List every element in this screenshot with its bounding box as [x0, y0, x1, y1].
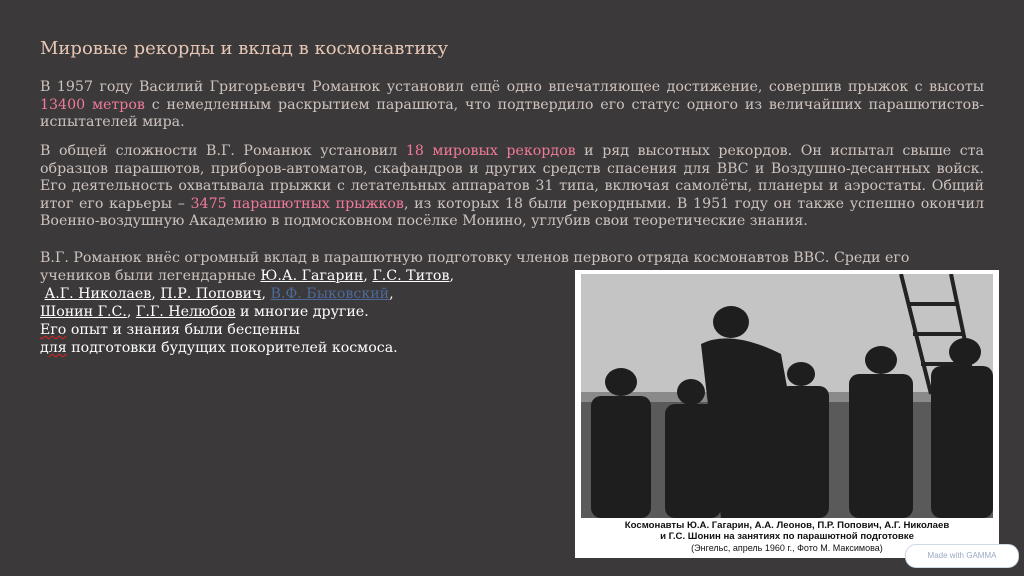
students-list: [40, 267, 454, 357]
photo-illustration: [581, 274, 993, 518]
paragraph-cosmonauts: В.Г. Романюк внёс огромный вклад в парашютную подготовку членов первого отряда космонавтов ВВС. Среди его: [40, 250, 910, 266]
cosmonauts-photo[interactable]: [575, 270, 999, 558]
students-line-3: Шонин Г.С., Г.Г. Нелюбов и многие другие.: [40, 304, 369, 320]
caption-line-1: Космонавты Ю.А. Гагарин, А.А. Леонов, П.Р. Попович, А.Г. Николаев: [624, 520, 950, 531]
p2-highlight-jumps: 3475 парашютных прыжков: [190, 195, 404, 212]
students-line-5: [40, 339, 454, 357]
students-line-5-text: подготовки будущих покорителей космоса.: [66, 340, 398, 356]
name-bykovsky[interactable]: В.Ф. Быковский: [270, 286, 390, 302]
made-with-badge[interactable]: Made with GAMMA: [905, 544, 1019, 568]
p1-highlight: 13400 метров: [40, 96, 145, 113]
students-line-4: [40, 321, 454, 339]
caption-line-3: (Энгельс, апрель 1960 г., Фото М. Максимова): [691, 542, 883, 553]
name-gagarin[interactable]: Ю.А. Гагарин: [260, 268, 364, 284]
photo-image: [581, 274, 993, 518]
students-line-2: А.Г. Николаев, П.Р. Попович, В.Ф. Быковский,: [44, 286, 394, 302]
name-shonin[interactable]: Шонин Г.С.: [40, 304, 127, 320]
name-nikolaev[interactable]: А.Г. Николаев: [44, 286, 152, 302]
students-line-1: учеников были легендарные Ю.А. Гагарин, Г.С. Титов,: [40, 268, 454, 284]
name-titov[interactable]: Г.С. Титов: [372, 268, 450, 284]
spell-word-dlya: для: [40, 340, 67, 356]
name-popovich[interactable]: П.Р. Попович: [160, 286, 262, 302]
p2-text-1: В общей сложности В.Г. Романюк установил: [40, 143, 406, 159]
slide-title: Мировые рекорды и вклад в космонавтику: [40, 38, 449, 59]
p2-text-3: , из которых 18 были рекордными. В 1951 году он также успешно окончил Военно-воздушную Академию в подмосковном посёлке Монино, углубив свои теоретические знания.: [40, 195, 985, 230]
students-lead: учеников были легендарные: [40, 268, 261, 284]
caption-line-2: и Г.С. Шонин на занятиях по парашютной подготовке: [660, 531, 914, 543]
students-line-4-text: опыт и знания были бесценны: [66, 322, 300, 338]
paragraph-record-1957: [40, 79, 984, 132]
spell-word-ego: Его: [40, 322, 67, 338]
paragraph-records-summary: [40, 143, 984, 231]
p2-text-2: и ряд высотных рекордов. Он испытал свыше ста образцов парашютов, приборов-автоматов, скафандров и других средств спасения для ВВС и Воздушно-десантных войск. Его деятельность охватывала прыжки с летательных аппаратов 31 типа, включая самолёты, планеры и аэростаты. Общий итог его карьеры –: [40, 143, 985, 212]
students-tail: и многие другие.: [235, 304, 369, 320]
name-nelyubov[interactable]: Г.Г. Нелюбов: [135, 304, 236, 320]
p1-text-after: с немедленным раскрытием парашюта, что подтвердило его статус одного из величайших парашютистов-испытателей мира.: [40, 96, 984, 131]
p2-highlight-records: 18 мировых рекордов: [405, 143, 576, 159]
p1-text: В 1957 году Василий Григорьевич Романюк установил ещё одно впечатляющее достижение, совершив прыжок с высоты: [40, 79, 984, 95]
